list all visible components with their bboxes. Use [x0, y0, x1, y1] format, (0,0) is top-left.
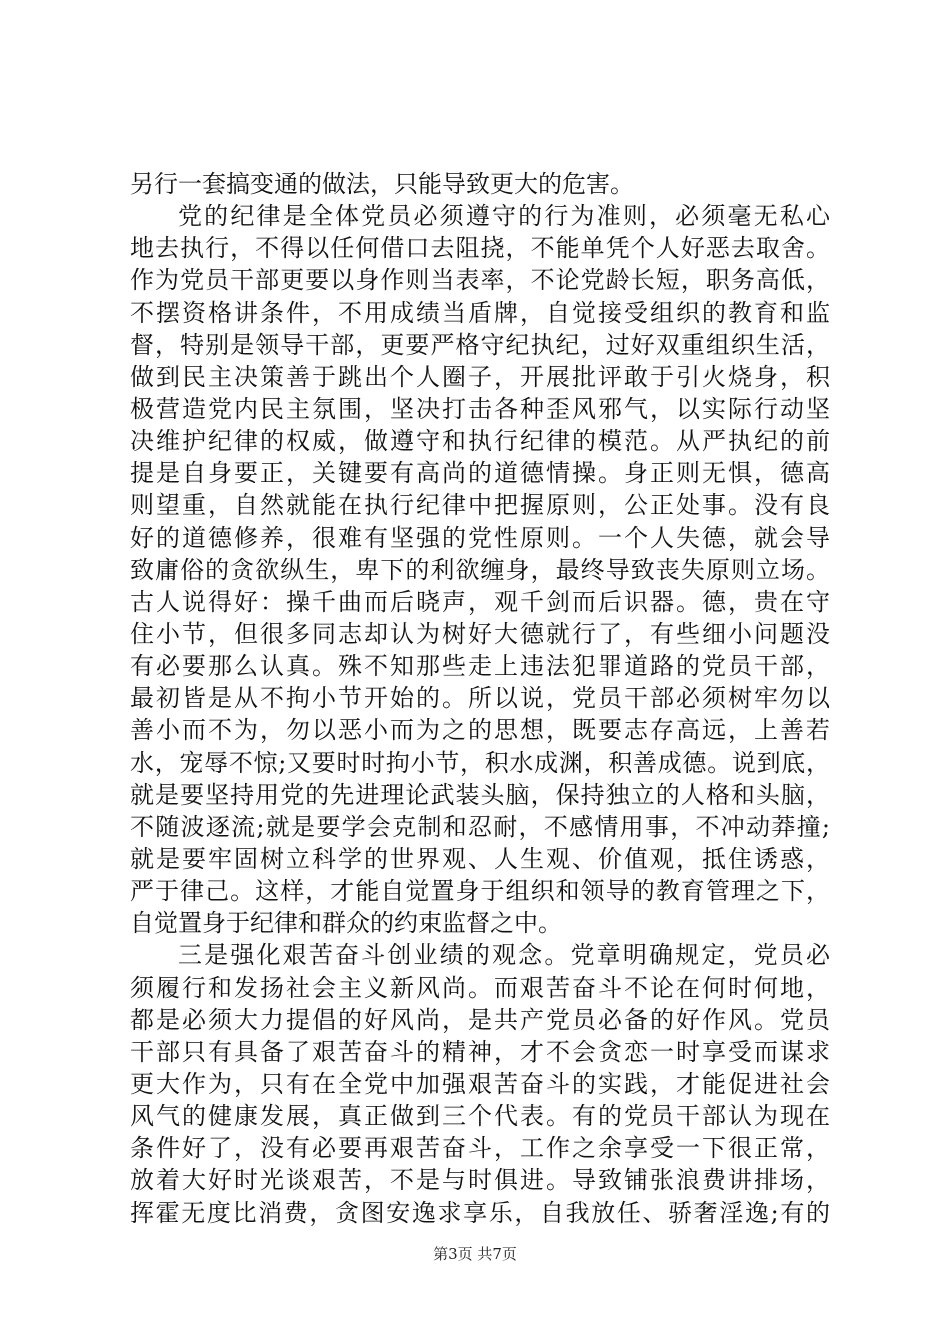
text-line: 极营造党内民主氛围，坚决打击各种歪风邪气，以实际行动坚: [130, 394, 830, 423]
text-line: 风气的健康发展，真正做到三个代表。有的党员干部认为现在: [130, 1102, 830, 1131]
text-line: 另行一套搞变通的做法，只能导致更大的危害。: [130, 170, 634, 198]
text-line: 更大作为，只有在全党中加强艰苦奋斗的实践，才能促进社会: [130, 1069, 830, 1098]
text-line: 干部只有具备了艰苦奋斗的精神，才不会贪恋一时享受而谋求: [130, 1037, 830, 1066]
text-line: 地去执行，不得以任何借口去阻挠，不能单凭个人好恶去取舍。: [130, 234, 830, 263]
text-line: 就是要坚持用党的先进理论武装头脑，保持独立的人格和头脑，: [130, 780, 830, 809]
text-line: 则望重，自然就能在执行纪律中把握原则，公正处事。没有良: [130, 491, 830, 520]
text-line: 条件好了，没有必要再艰苦奋斗，工作之余享受一下很正常，: [130, 1134, 830, 1163]
text-line: 不摆资格讲条件，不用成绩当盾牌，自觉接受组织的教育和监: [130, 298, 830, 327]
text-line: 善小而不为，勿以恶小而为之的思想，既要志存高远，上善若: [130, 716, 830, 745]
text-line: 三是强化艰苦奋斗创业绩的观念。党章明确规定，党员必: [178, 941, 830, 970]
text-line: 严于律己。这样，才能自觉置身于组织和领导的教育管理之下，: [130, 877, 830, 906]
body-text: [130, 168, 830, 1229]
text-line: 水，宠辱不惊;又要时时拘小节，积水成渊，积善成德。说到底，: [130, 748, 830, 777]
text-line: 党的纪律是全体党员必须遵守的行为准则，必须毫无私心: [178, 202, 830, 231]
text-line: 自觉置身于纪律和群众的约束监督之中。: [130, 909, 562, 938]
text-line: 决维护纪律的权威，做遵守和执行纪律的模范。从严执纪的前: [130, 427, 830, 456]
text-line: 不随波逐流;就是要学会克制和忍耐，不感情用事，不冲动莽撞;: [130, 812, 830, 841]
text-line: 提是自身要正，关键要有高尚的道德情操。身正则无惧，德高: [130, 459, 830, 488]
text-line: 督，特别是领导干部，更要严格守纪执纪，过好双重组织生活，: [130, 330, 830, 359]
text-line: 作为党员干部更要以身作则当表率，不论党龄长短，职务高低，: [130, 266, 830, 295]
text-line: 有必要那么认真。殊不知那些走上违法犯罪道路的党员干部，: [130, 652, 830, 681]
text-line: 做到民主决策善于跳出个人圈子，开展批评敢于引火烧身，积: [130, 362, 830, 391]
text-line: 须履行和发扬社会主义新风尚。而艰苦奋斗不论在何时何地，: [130, 973, 830, 1002]
text-line: 好的道德修养，很难有坚强的党性原则。一个人失德，就会导: [130, 523, 830, 552]
text-line: 都是必须大力提倡的好风尚，是共产党员必备的好作风。党员: [130, 1005, 830, 1034]
text-line: 住小节，但很多同志却认为树好大德就行了，有些细小问题没: [130, 619, 830, 648]
text-line: 致庸俗的贪欲纵生，卑下的利欲缠身，最终导致丧失原则立场。: [130, 555, 830, 584]
text-line: 最初皆是从不拘小节开始的。所以说，党员干部必须树牢勿以: [130, 684, 830, 713]
text-line: 就是要牢固树立科学的世界观、人生观、价值观，抵住诱惑，: [130, 844, 830, 873]
page-number-footer: 第3页 共7页: [433, 1245, 517, 1263]
text-line: 挥霍无度比消费，贪图安逸求享乐，自我放任、骄奢淫逸;有的: [130, 1198, 830, 1227]
text-line: 放着大好时光谈艰苦，不是与时俱进。导致铺张浪费讲排场，: [130, 1166, 830, 1195]
text-line: 古人说得好：操千曲而后晓声，观千剑而后识器。德，贵在守: [130, 587, 830, 616]
